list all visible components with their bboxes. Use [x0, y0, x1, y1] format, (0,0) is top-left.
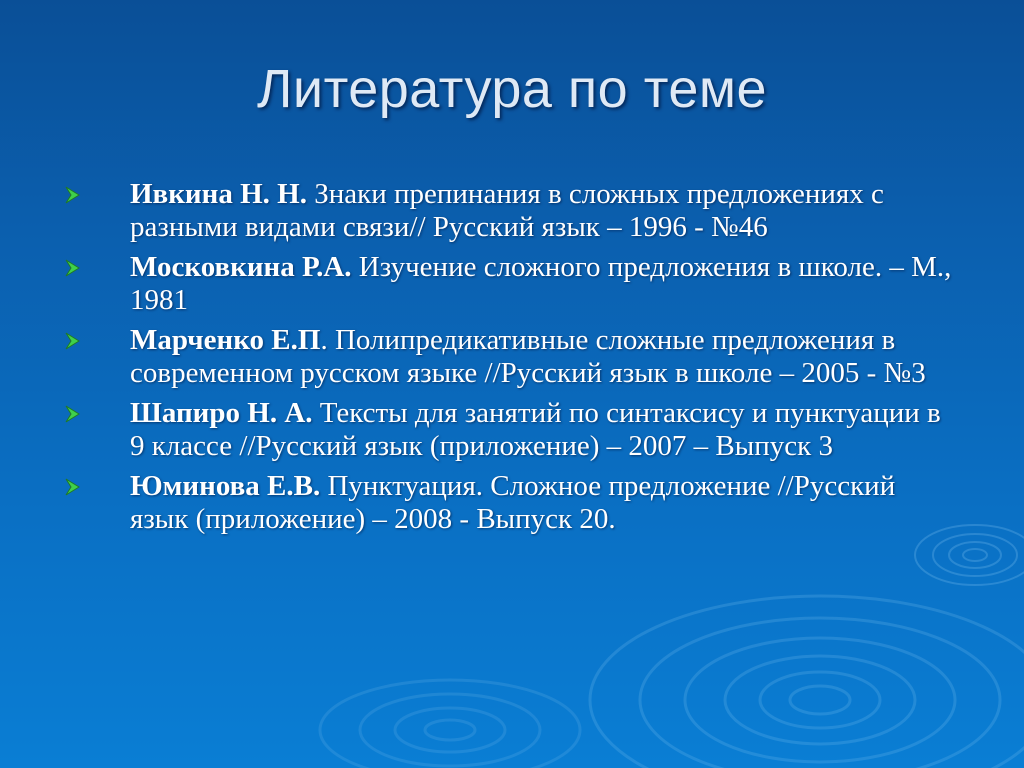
- slide-title: Литература по теме: [256, 59, 768, 119]
- list-item: [60, 251, 960, 317]
- reference-text: . Полипредикативные сложные предложения в современном русском языке //Русский язык в школе – 2005 - №3: [130, 324, 926, 389]
- reference-text: Знаки препинания в сложных предложениях с разными видами связи// Русский язык – 1996 - №46: [130, 178, 884, 243]
- bibliography-list: [60, 178, 960, 543]
- author-name: Юминова Е.В.: [130, 470, 321, 502]
- author-name: Московкина Р.А.: [130, 251, 352, 283]
- author-name: Шапиро Н. А.: [130, 397, 313, 429]
- author-name: Марченко Е.П: [130, 324, 321, 356]
- arrowhead-bullet-icon: [64, 331, 82, 351]
- reference-text: Тексты для занятий по синтаксису и пунктуации в 9 классе //Русский язык (приложение) – 2007 – Выпуск 3: [130, 397, 941, 462]
- author-name: Ивкина Н. Н.: [130, 178, 307, 210]
- list-item: [60, 178, 960, 244]
- list-item: [60, 397, 960, 463]
- arrowhead-bullet-icon: [64, 185, 82, 205]
- arrowhead-bullet-icon: [64, 477, 82, 497]
- list-item: [60, 470, 960, 536]
- arrowhead-bullet-icon: [64, 404, 82, 424]
- arrowhead-bullet-icon: [64, 258, 82, 278]
- reference-text: Изучение сложного предложения в школе. – М., 1981: [130, 251, 952, 316]
- reference-text: Пунктуация. Сложное предложение //Русский язык (приложение) – 2008 - Выпуск 20.: [130, 470, 896, 535]
- list-item: [60, 324, 960, 390]
